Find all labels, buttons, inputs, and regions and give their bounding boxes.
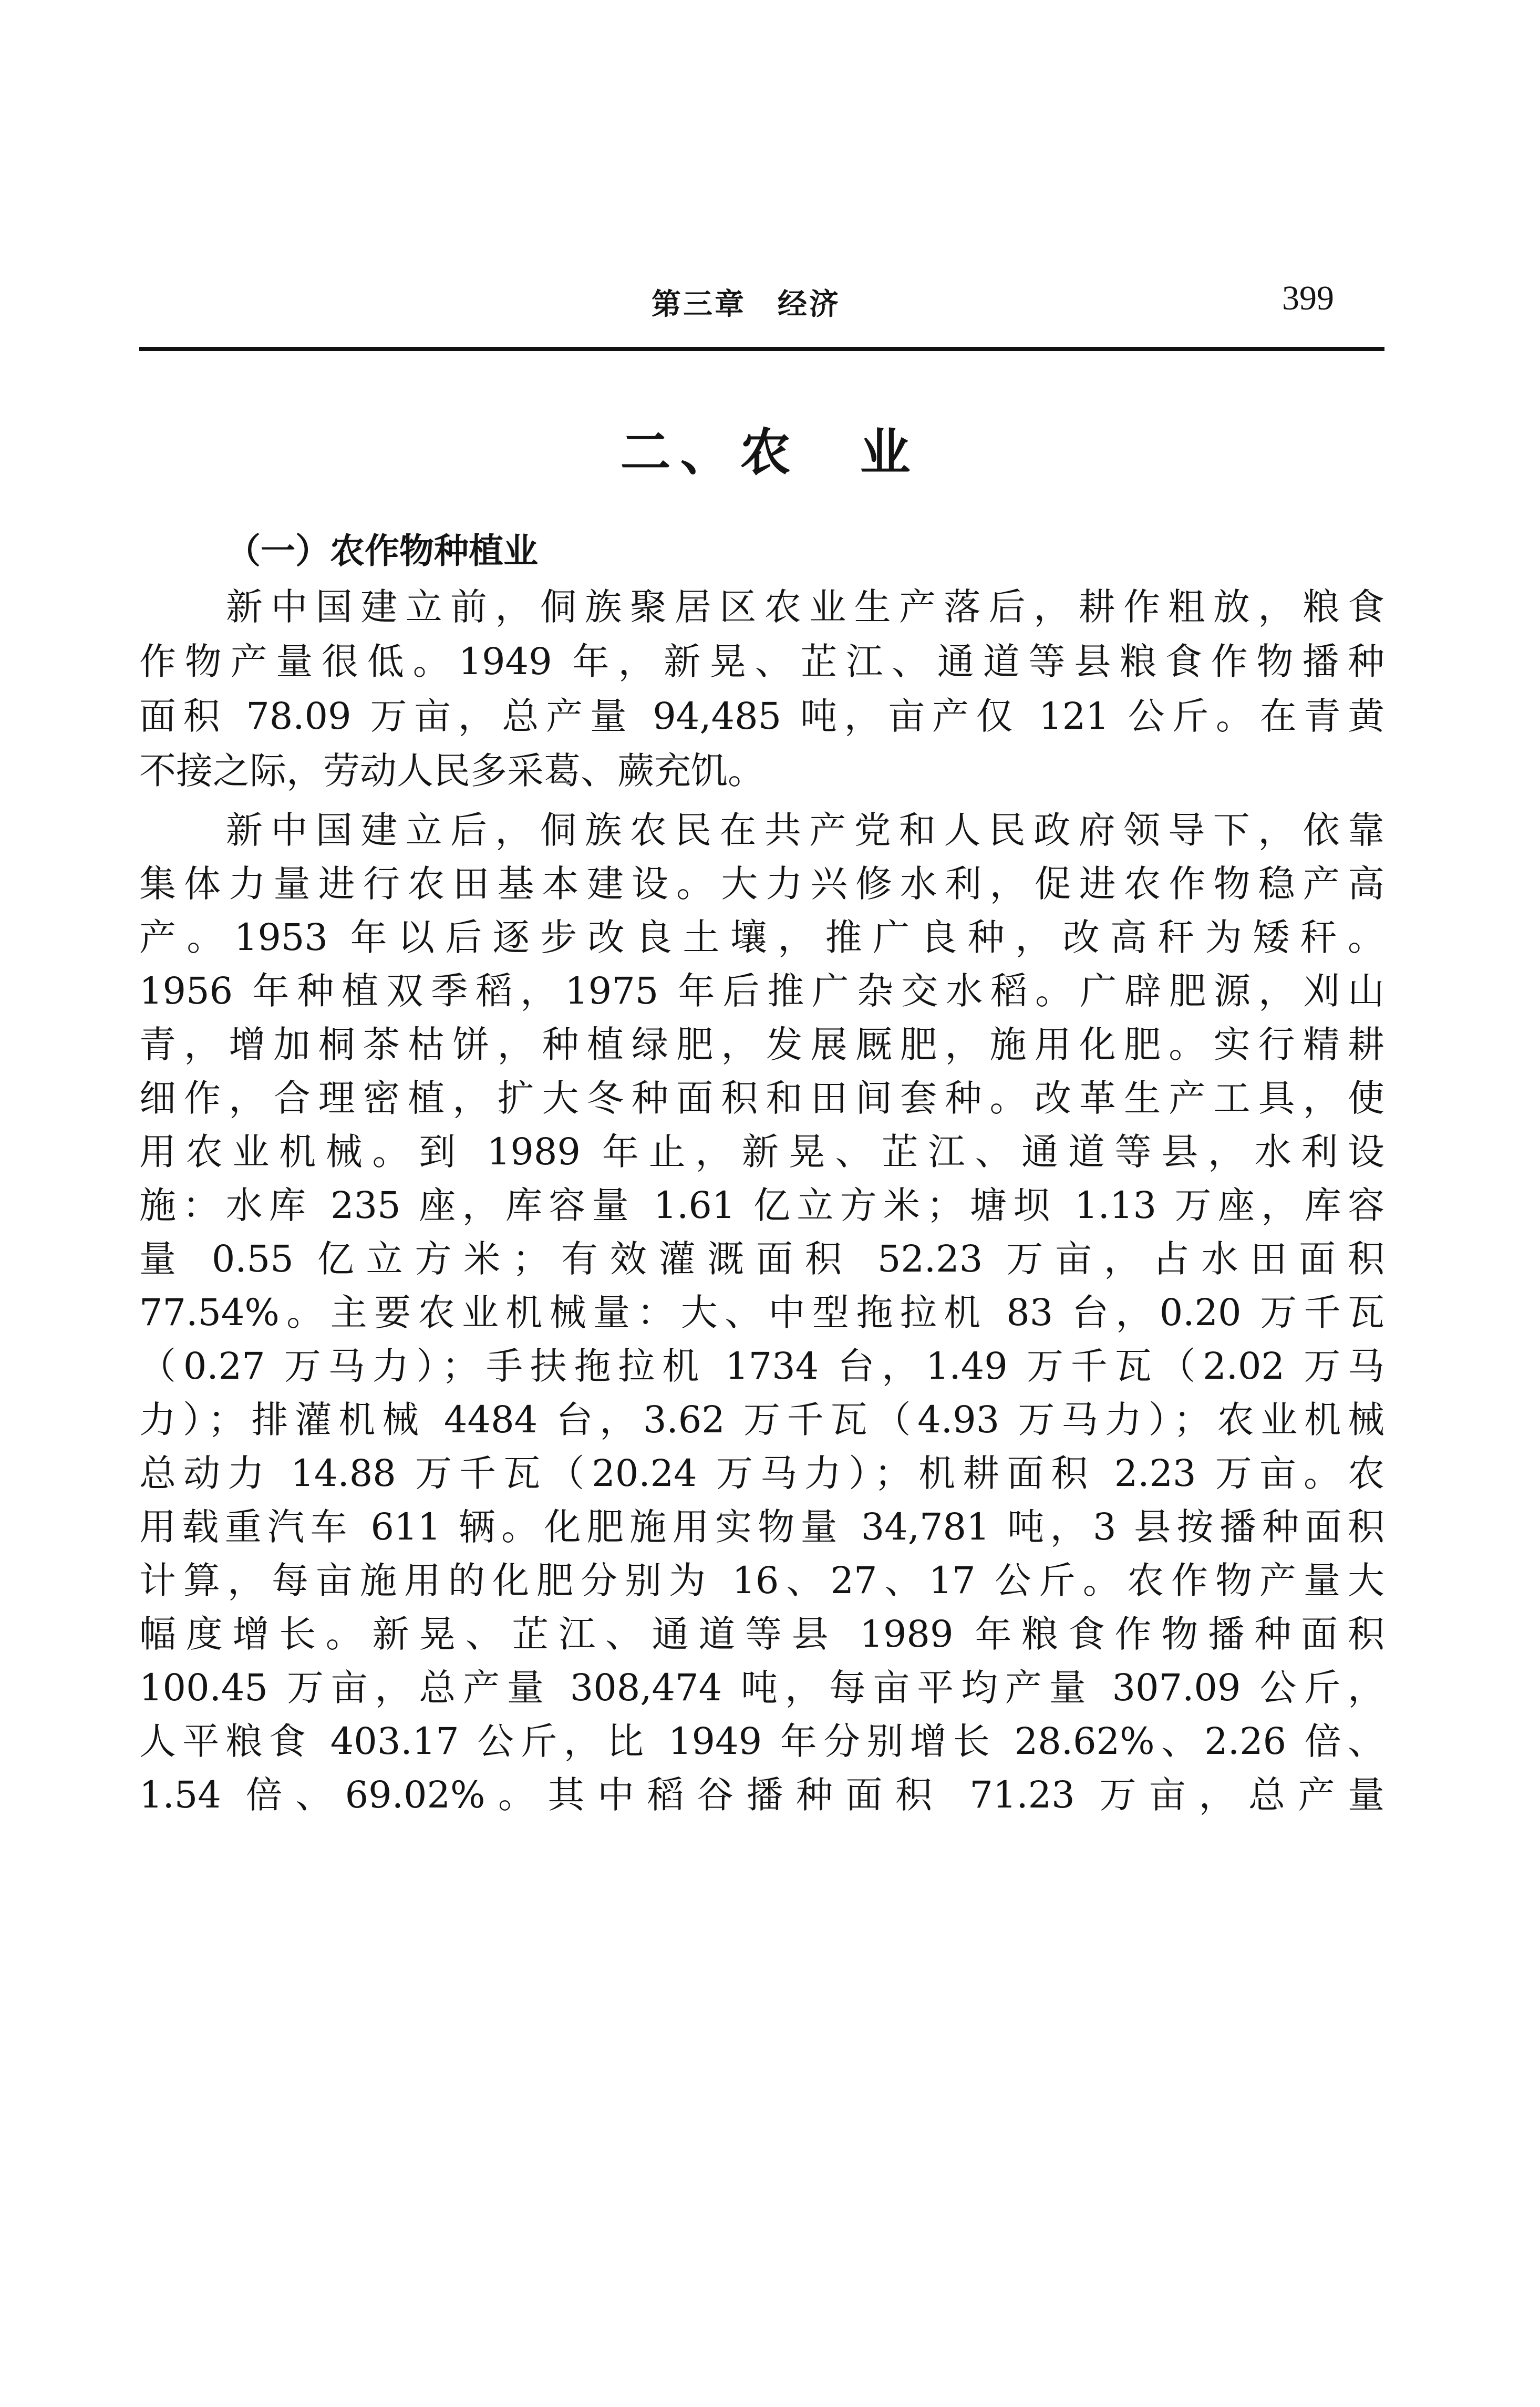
running-title: 第三章 经济 bbox=[652, 287, 841, 322]
header-rule bbox=[139, 347, 1384, 351]
text-line: 用农业机械。到 1989 年止，新晃、芷江、通道等县，水利设 bbox=[139, 1130, 1384, 1173]
subsection-title: （一）农作物种植业 bbox=[226, 531, 538, 571]
text-line: 力）；排灌机械 4484 台，3.62 万千瓦（4.93 万马力）；农业机械 bbox=[139, 1398, 1384, 1441]
text-line: 集体力量进行农田基本建设。大力兴修水利，促进农作物稳产高 bbox=[139, 862, 1384, 905]
text-line: 不接之际，劳动人民多采葛、蕨充饥。 bbox=[139, 749, 764, 792]
text-line: 量 0.55 亿立方米；有效灌溉面积 52.23 万亩，占水田面积 bbox=[139, 1237, 1384, 1280]
text-line: 施：水库 235 座，库容量 1.61 亿立方米；塘坝 1.13 万座，库容 bbox=[139, 1184, 1384, 1227]
section-title: 二、农 业 bbox=[620, 423, 920, 482]
text-line: 新中国建立后，侗族农民在共产党和人民政府领导下，依靠 bbox=[226, 809, 1384, 852]
text-line: 幅度增长。新晃、芷江、通道等县 1989 年粮食作物播种面积 bbox=[139, 1613, 1384, 1656]
text-line: 人平粮食 403.17 公斤，比 1949 年分别增长 28.62%、2.26 倍、 bbox=[139, 1720, 1384, 1763]
text-line: 新中国建立前，侗族聚居区农业生产落后，耕作粗放，粮食 bbox=[226, 585, 1384, 628]
text-line: 作物产量很低。1949 年，新晃、芷江、通道等县粮食作物播种 bbox=[139, 640, 1384, 683]
text-line: 面积 78.09 万亩，总产量 94,485 吨，亩产仅 121 公斤。在青黄 bbox=[139, 695, 1384, 738]
text-line: 细作，合理密植，扩大冬种面积和田间套种。改革生产工具，使 bbox=[139, 1077, 1384, 1120]
text-line: 用载重汽车 611 辆。化肥施用实物量 34,781 吨，3 县按播种面积 bbox=[139, 1505, 1384, 1548]
text-line: 产。1953 年以后逐步改良土壤，推广良种，改高秆为矮秆。 bbox=[139, 916, 1384, 959]
text-line: （0.27 万马力）；手扶拖拉机 1734 台，1.49 万千瓦（2.02 万马 bbox=[139, 1345, 1384, 1388]
text-line: 1956 年种植双季稻，1975 年后推广杂交水稻。广辟肥源，刈山 bbox=[139, 969, 1384, 1013]
page-header bbox=[0, 0, 1540, 368]
text-line: 总动力 14.88 万千瓦（20.24 万马力）；机耕面积 2.23 万亩。农 bbox=[139, 1452, 1384, 1495]
text-line: 1.54 倍、69.02%。其中稻谷播种面积 71.23 万亩，总产量 bbox=[139, 1773, 1384, 1816]
text-line: 计算，每亩施用的化肥分别为 16、27、17 公斤。农作物产量大 bbox=[139, 1559, 1384, 1602]
page-number: 399 bbox=[1282, 279, 1334, 317]
text-line: 77.54%。主要农业机械量：大、中型拖拉机 83 台，0.20 万千瓦 bbox=[139, 1291, 1384, 1334]
text-line: 青，增加桐茶枯饼，种植绿肥，发展厩肥，施用化肥。实行精耕 bbox=[139, 1023, 1384, 1066]
text-line: 100.45 万亩，总产量 308,474 吨，每亩平均产量 307.09 公斤， bbox=[139, 1666, 1384, 1709]
